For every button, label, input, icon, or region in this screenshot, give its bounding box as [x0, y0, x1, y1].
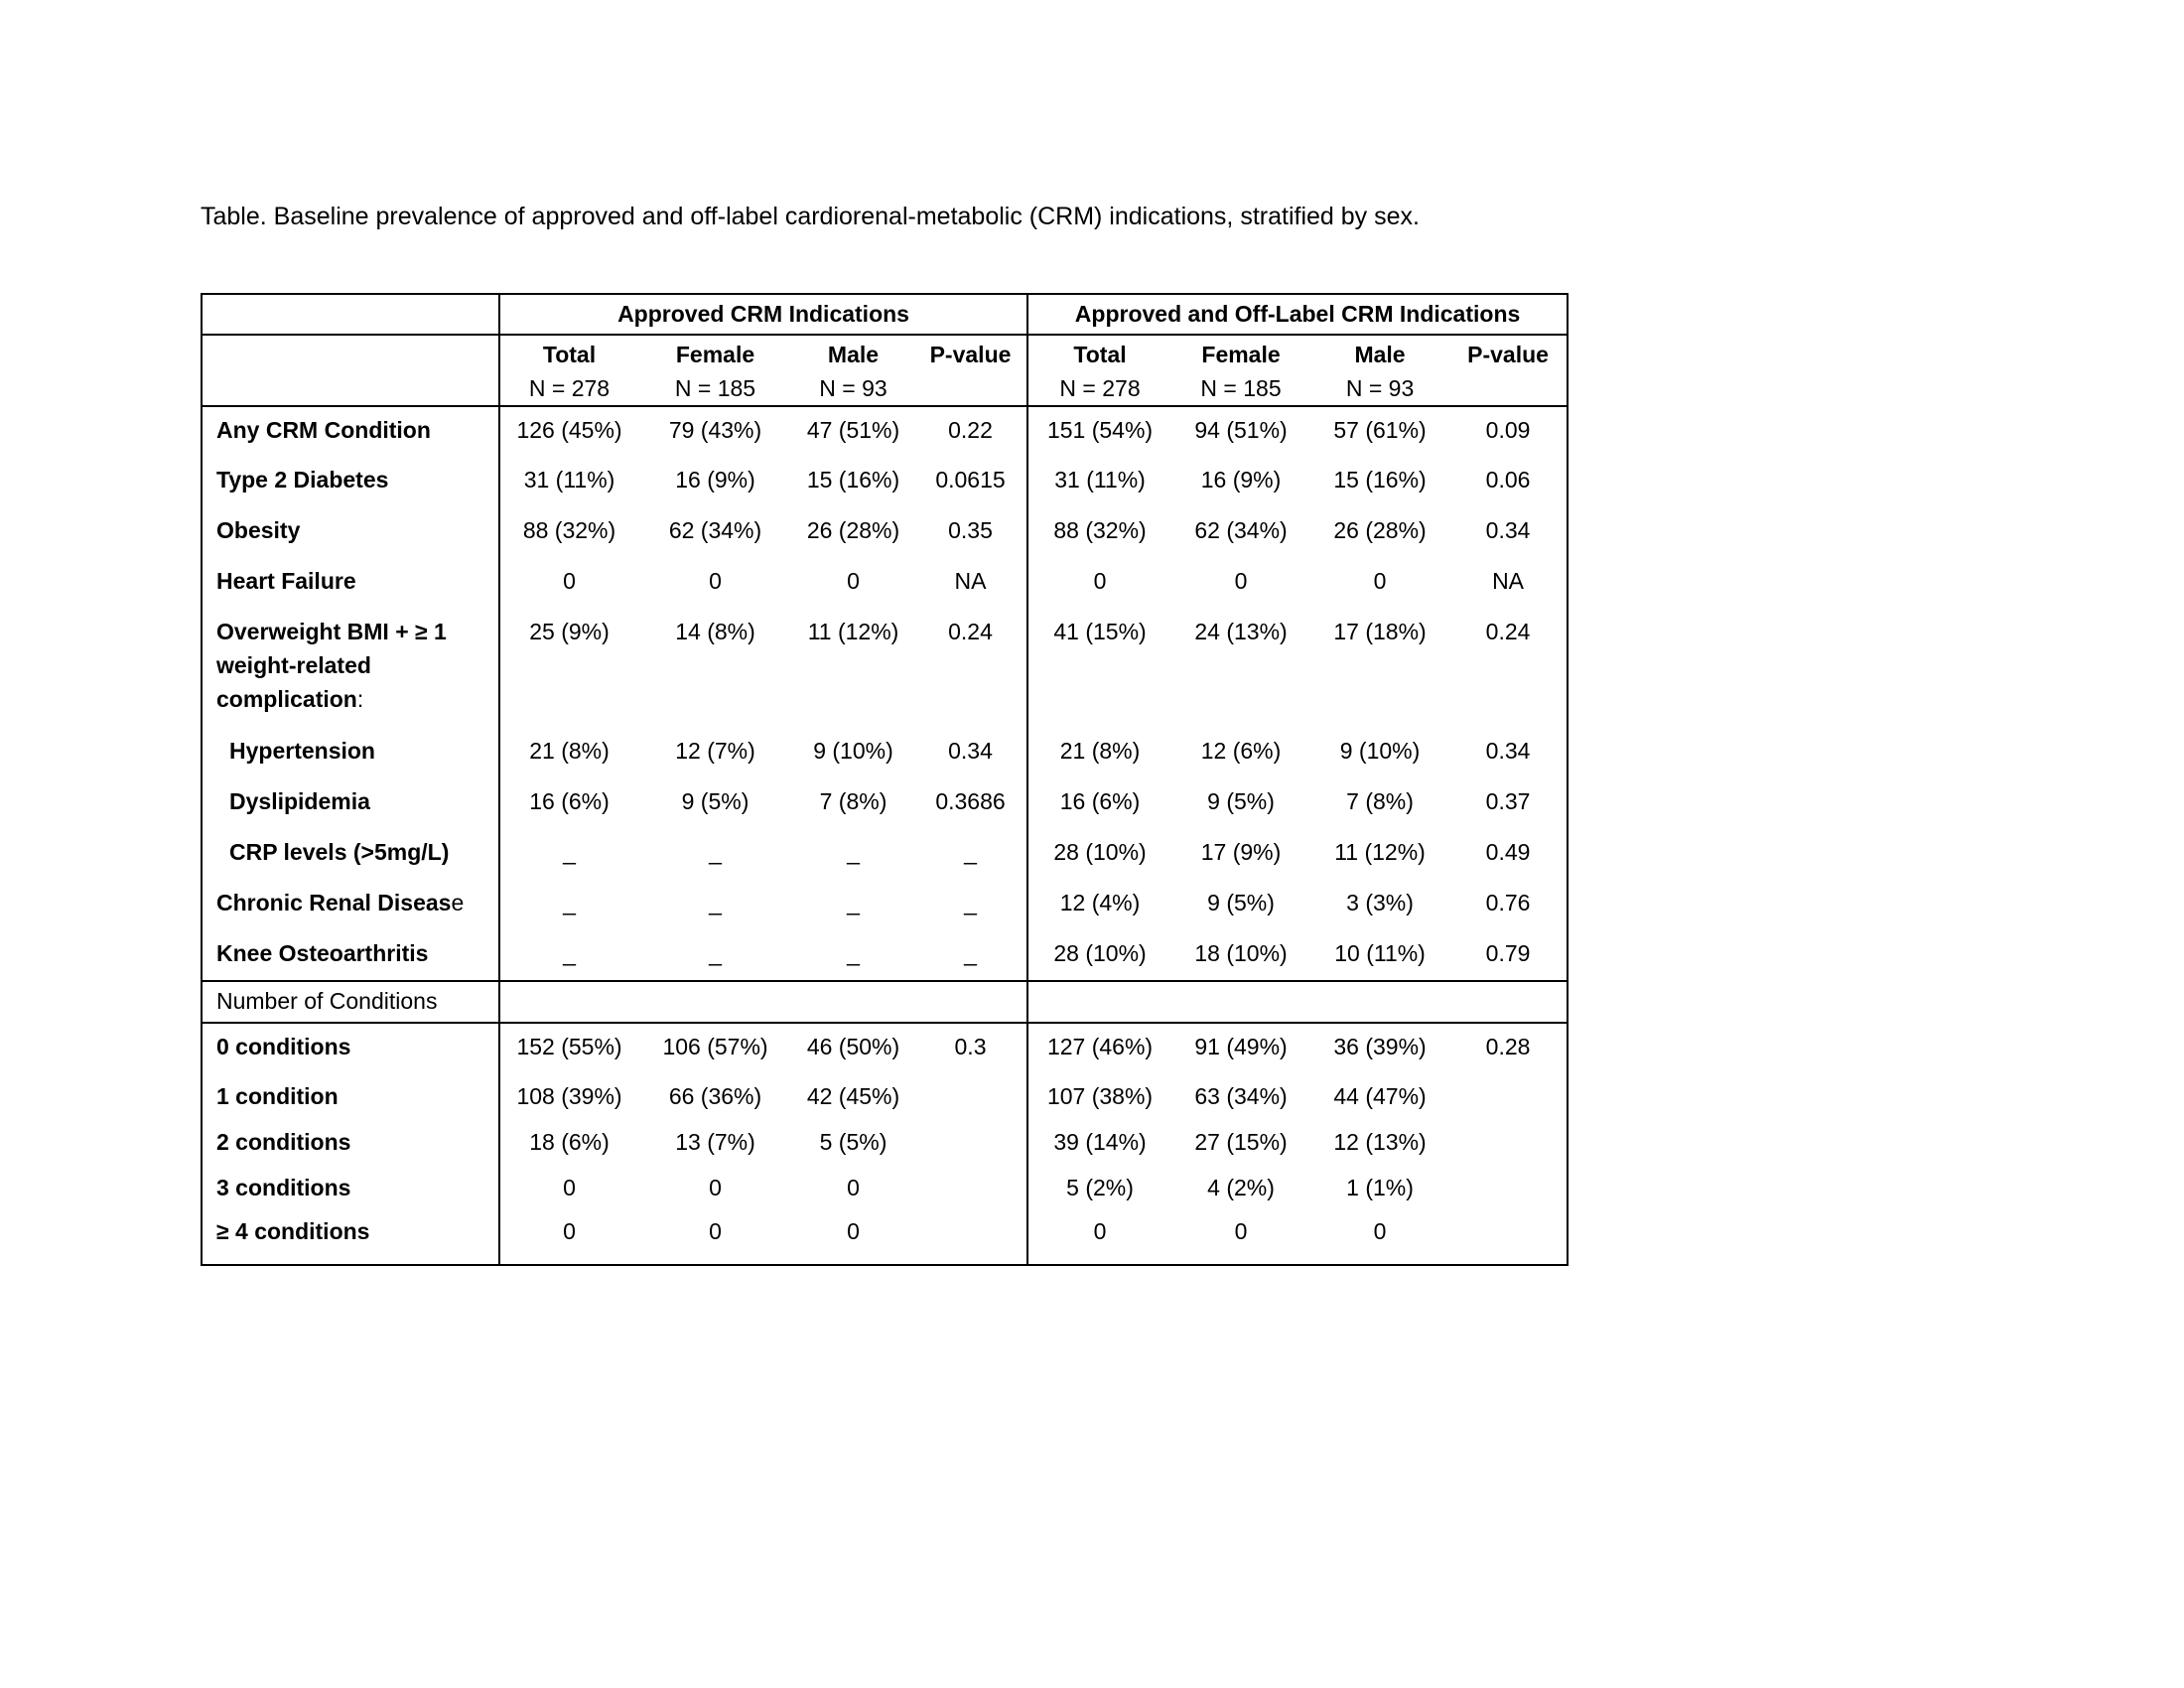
cell: 39 (14%) [1027, 1119, 1171, 1165]
cell: 16 (6%) [1027, 778, 1171, 829]
table-row [202, 728, 1568, 778]
cell: 5 (5%) [819, 1129, 887, 1155]
table-row [202, 1023, 1568, 1073]
cell: 0.3 [954, 1034, 987, 1059]
cell: 0.49 [1449, 829, 1568, 880]
table-row [202, 558, 1568, 609]
col-header-n: N = 185 [674, 375, 756, 401]
cell: _ [964, 839, 977, 865]
corner-cell [202, 294, 499, 335]
table-row [202, 1165, 1568, 1210]
group-header-approved: Approved CRM Indications [499, 294, 1027, 335]
table-row [202, 1210, 1568, 1265]
cell: 0 [499, 1165, 638, 1210]
cell: 15 (16%) [1333, 467, 1427, 492]
col-header-label: Female [675, 342, 755, 367]
cell: 0 [792, 1210, 914, 1265]
row-label-line: complication [216, 686, 357, 712]
section-header-number-of-conditions: Number of Conditions [202, 981, 499, 1023]
cell: 42 (45%) [806, 1083, 900, 1109]
col-header-total [499, 335, 638, 406]
cell: 14 (8%) [675, 619, 755, 644]
cell: 4 (2%) [1207, 1175, 1275, 1200]
cell: 28 (10%) [1027, 829, 1171, 880]
cell: 107 (38%) [1027, 1073, 1171, 1119]
cell: _ [847, 839, 860, 865]
cell: 91 (49%) [1194, 1034, 1288, 1059]
cell: 11 (12%) [1334, 839, 1426, 865]
cell: 66 (36%) [668, 1083, 762, 1109]
cell: 46 (50%) [806, 1034, 900, 1059]
col-header-label: Female [1201, 342, 1281, 367]
crm-prevalence-table [201, 293, 1569, 1266]
cell: 13 (7%) [675, 1129, 755, 1155]
cell: 0.76 [1449, 880, 1568, 930]
cell: _ [914, 930, 1027, 981]
cell: 44 (47%) [1333, 1083, 1427, 1109]
cell [1449, 1210, 1568, 1265]
cell: 9 (10%) [813, 738, 893, 764]
cell: 16 (9%) [675, 467, 755, 492]
row-label: Type 2 Diabetes [202, 457, 499, 507]
cell: 0.34 [948, 738, 993, 764]
cell [914, 1165, 1027, 1210]
table-row [202, 457, 1568, 507]
table-row [202, 1119, 1568, 1165]
cell: 0.24 [948, 619, 993, 644]
cell: 9 (10%) [1339, 738, 1421, 764]
table-row [202, 778, 1568, 829]
cell: 88 (32%) [1027, 507, 1171, 558]
cell: 0 [499, 558, 638, 609]
cell: 24 (13%) [1194, 619, 1288, 644]
cell: 26 (28%) [806, 517, 900, 543]
cell [1449, 1165, 1568, 1210]
row-label: CRP levels (>5mg/L) [202, 829, 499, 880]
cell: 21 (8%) [499, 728, 638, 778]
cell: 0 [499, 1210, 638, 1265]
cell: 31 (11%) [1027, 457, 1171, 507]
cell [1449, 1119, 1568, 1165]
cell: 11 (12%) [807, 619, 899, 644]
cell: 63 (34%) [1194, 1083, 1288, 1109]
cell: 106 (57%) [662, 1034, 768, 1059]
cell: _ [709, 839, 722, 865]
col-header-male [1310, 335, 1449, 406]
col-header-n: N = 93 [819, 375, 887, 401]
table-row [202, 880, 1568, 930]
cell: 7 (8%) [819, 788, 887, 814]
empty-cell [1027, 981, 1568, 1023]
table-row [202, 829, 1568, 880]
col-header-n: N = 278 [528, 375, 611, 401]
cell: 0 [1027, 1210, 1171, 1265]
col-header-male [792, 335, 914, 406]
cell: 62 (34%) [1194, 517, 1288, 543]
row-label: 0 conditions [202, 1023, 499, 1073]
cell: _ [499, 880, 638, 930]
cell: 127 (46%) [1027, 1023, 1171, 1073]
cell: 151 (54%) [1027, 406, 1171, 457]
col-header-pvalue: P-value [914, 335, 1027, 406]
cell: 21 (8%) [1027, 728, 1171, 778]
cell: 0.28 [1449, 1023, 1568, 1073]
column-header-row [202, 335, 1568, 406]
cell: 16 (6%) [499, 778, 638, 829]
cell: 0.06 [1449, 457, 1568, 507]
cell: 0 [847, 568, 860, 594]
col-header-n: N = 185 [1200, 375, 1282, 401]
cell: 17 (18%) [1333, 619, 1427, 644]
table-row [202, 406, 1568, 457]
cell: 0.0615 [935, 467, 1006, 492]
cell: 0 [1234, 568, 1248, 594]
row-label: Any CRM Condition [202, 406, 499, 457]
cell: _ [964, 890, 977, 915]
cell: 26 (28%) [1333, 517, 1427, 543]
col-header-label: Total [1073, 342, 1127, 367]
cell: 0 [847, 1175, 860, 1200]
cell: 3 (3%) [1346, 890, 1414, 915]
cell: 0.37 [1449, 778, 1568, 829]
row-label: 1 condition [202, 1073, 499, 1119]
row-label: Hypertension [202, 728, 499, 778]
row-label [202, 609, 499, 728]
cell: 12 (13%) [1333, 1129, 1427, 1155]
cell: 0.3686 [935, 788, 1006, 814]
col-header-label: Total [542, 342, 597, 367]
cell: 47 (51%) [806, 417, 900, 443]
cell: 1 (1%) [1346, 1175, 1414, 1200]
row-label: Knee Osteoarthritis [202, 930, 499, 981]
col-header-n: N = 278 [1059, 375, 1141, 401]
cell: _ [709, 890, 722, 915]
row-label [202, 880, 499, 930]
cell [914, 1119, 1027, 1165]
table-row [202, 609, 1568, 728]
cell: 9 (5%) [1207, 788, 1275, 814]
cell: 108 (39%) [499, 1073, 638, 1119]
cell: NA [1449, 558, 1568, 609]
row-label-text: Chronic Renal Diseas [216, 890, 452, 915]
cell: 0.79 [1449, 930, 1568, 981]
col-header-female [1171, 335, 1310, 406]
row-label: 3 conditions [202, 1165, 499, 1210]
cell: _ [499, 930, 638, 981]
cell: 18 (10%) [1171, 930, 1310, 981]
cell: 152 (55%) [499, 1023, 638, 1073]
cell: 9 (5%) [1207, 890, 1275, 915]
cell: 0 [638, 1210, 792, 1265]
cell [1449, 1073, 1568, 1119]
row-label: ≥ 4 conditions [202, 1210, 499, 1265]
row-label: Obesity [202, 507, 499, 558]
table-row [202, 1073, 1568, 1119]
cell: 0 [1171, 1210, 1310, 1265]
row-label-suffix: : [356, 686, 364, 712]
row-label-suffix: e [451, 890, 465, 915]
cell: 0 [1373, 568, 1387, 594]
cell: 17 (9%) [1200, 839, 1282, 865]
cell: 36 (39%) [1333, 1034, 1427, 1059]
cell: 12 (7%) [675, 738, 755, 764]
cell: 16 (9%) [1200, 467, 1282, 492]
cell: 0.35 [948, 517, 993, 543]
cell: 126 (45%) [499, 406, 638, 457]
cell: 41 (15%) [1027, 609, 1171, 728]
section-header-row [202, 981, 1568, 1023]
row-label-line: weight-related [216, 652, 371, 678]
col-header-label: Male [827, 342, 880, 367]
col-header-pvalue: P-value [1449, 335, 1568, 406]
cell: 0 [1310, 1210, 1449, 1265]
col-header-n: N = 93 [1345, 375, 1415, 401]
cell [914, 1210, 1027, 1265]
table-row [202, 507, 1568, 558]
corner-cell [202, 335, 499, 406]
cell: 0.09 [1449, 406, 1568, 457]
table-caption: Table. Baseline prevalence of approved and off-label cardiorenal-metabolic (CRM) indications, stratified by sex. [201, 203, 1420, 230]
cell: 12 (6%) [1200, 738, 1282, 764]
cell: 79 (43%) [668, 417, 762, 443]
cell: 0.24 [1449, 609, 1568, 728]
row-label: Heart Failure [202, 558, 499, 609]
cell: 0 [1027, 558, 1171, 609]
cell: 0.34 [1449, 507, 1568, 558]
group-header-approved-offlabel: Approved and Off-Label CRM Indications [1027, 294, 1568, 335]
cell: 25 (9%) [499, 609, 638, 728]
table-row [202, 930, 1568, 981]
col-header-female [638, 335, 792, 406]
cell: 27 (15%) [1194, 1129, 1288, 1155]
row-label-line: Overweight BMI + ≥ 1 [216, 619, 447, 644]
col-header-label: Male [1354, 342, 1406, 367]
cell: 0.22 [948, 417, 993, 443]
cell: 10 (11%) [1310, 930, 1449, 981]
cell: 5 (2%) [1027, 1165, 1171, 1210]
group-header-row [202, 294, 1568, 335]
cell: 88 (32%) [499, 507, 638, 558]
cell: _ [847, 890, 860, 915]
empty-cell [499, 981, 1027, 1023]
cell: 94 (51%) [1194, 417, 1288, 443]
cell [914, 1073, 1027, 1119]
row-label: 2 conditions [202, 1119, 499, 1165]
cell: _ [638, 930, 792, 981]
cell: 62 (34%) [668, 517, 762, 543]
cell: 28 (10%) [1027, 930, 1171, 981]
col-header-total [1027, 335, 1171, 406]
cell: 0 [709, 1175, 722, 1200]
cell: 31 (11%) [499, 457, 638, 507]
cell: _ [792, 930, 914, 981]
cell: 18 (6%) [499, 1119, 638, 1165]
cell: 12 (4%) [1027, 880, 1171, 930]
cell: NA [954, 568, 987, 594]
cell: 15 (16%) [806, 467, 900, 492]
cell: 9 (5%) [681, 788, 750, 814]
cell: 7 (8%) [1346, 788, 1414, 814]
cell: _ [499, 829, 638, 880]
cell: 0 [709, 568, 722, 594]
cell: 57 (61%) [1333, 417, 1427, 443]
cell: 0.34 [1449, 728, 1568, 778]
row-label: Dyslipidemia [202, 778, 499, 829]
